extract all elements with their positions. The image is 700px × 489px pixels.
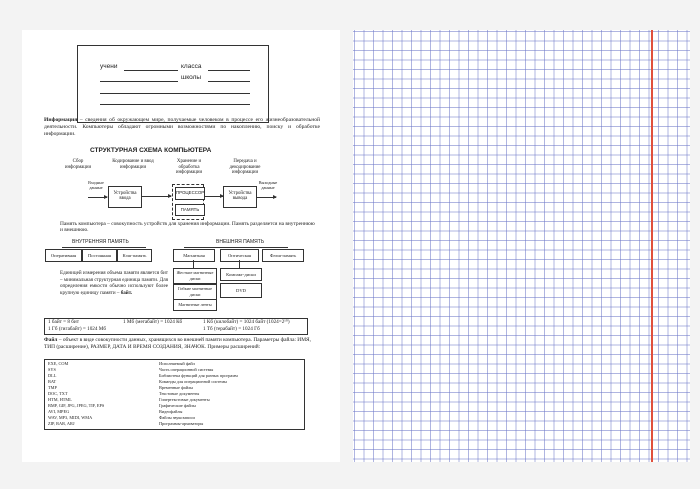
unit-paragraph — [60, 270, 168, 296]
external-item-1: Оптическая — [220, 249, 259, 262]
extension-name: HTM, HTML — [48, 397, 72, 403]
unit-3: 1 Гб (гигабайт) = 1024 Мб — [48, 326, 107, 332]
magnetic-item-2: Магнитные ленты — [173, 299, 217, 311]
extensions-table — [44, 359, 305, 430]
extension-description: Временные файлы — [159, 385, 194, 391]
file-definition: – объект в виде совокупности данных, хранящихся во внешней памяти компьютера. Параметры файла: ИМЯ, ТИП (расширение), РАЗМЕР, ДАТА И ВРЕМЯ СОЗДАНИЯ, ЗНАЧОК. Примеры расширений: — [44, 337, 311, 351]
extension-description: Библиотека функций для разных программ — [159, 373, 238, 379]
internal-item-0: Оперативная — [45, 249, 82, 262]
unit-1: 1 Мб (мегабайт) = 1024 Кб — [123, 319, 183, 325]
input-arrow — [88, 197, 107, 198]
unit-text-main: Единицей измерения объема памяти является бит – минимальная структурная единица памяти. Для определения емкости обычно используют более крупную единицу памяти – — [60, 270, 168, 296]
output-data-label: Выходные данные — [258, 180, 278, 190]
file-term: Файл — [44, 337, 58, 343]
extension-description: Видеофайлы — [159, 409, 183, 415]
extension-description: Графические файлы — [159, 403, 196, 409]
optical-item-1: DVD — [220, 283, 262, 298]
col-collect: Сбор информации — [64, 159, 92, 170]
memory-label: ПАМЯТЬ — [180, 207, 200, 212]
label-class: класса — [181, 63, 202, 70]
input-device-box — [108, 186, 142, 208]
col-output: Передача и декодирование информации — [229, 159, 261, 176]
class-line — [208, 70, 250, 71]
extension-description: Программы-архиваторы — [159, 421, 204, 427]
memory-box — [175, 204, 205, 216]
name-line-2 — [100, 104, 250, 105]
extension-name: ZIP, RAR, ARJ — [48, 421, 75, 427]
optical-branch — [239, 260, 240, 268]
col-encode: Кодирование и ввод информации — [112, 159, 154, 170]
output-device-box — [223, 186, 257, 208]
internal-connector — [62, 247, 146, 248]
external-item-2: Флэш-память — [262, 249, 304, 262]
optical-item-0: Компакт-диски — [220, 268, 262, 281]
name-form-box — [77, 45, 269, 123]
info-paragraph — [44, 117, 320, 138]
col-store: Хранение и обработка информации — [175, 159, 203, 176]
extension-description: Гипертекстовые документы — [159, 397, 210, 403]
scheme-title: СТРУКТУРНАЯ СХЕМА КОМПЬЮТЕРА — [90, 147, 212, 154]
label-student: учени — [100, 63, 118, 70]
internal-item-1: Постоянная — [82, 249, 117, 262]
extension-name: AVI, MPEG — [48, 409, 70, 415]
magnetic-branch — [193, 260, 194, 268]
extension-name: BMP, GIF, JPG, JPEG, TIF, EPS — [48, 403, 105, 409]
input-data-label: Входные данные — [88, 180, 104, 190]
unit-0: 1 байт = 8 бит — [48, 319, 79, 325]
extension-name: WAV, MP3, MIDI, WMA — [48, 415, 93, 421]
school-line-right — [208, 81, 250, 82]
extension-description: Часть операционной системы — [159, 367, 214, 373]
extension-row — [45, 421, 304, 427]
extension-name: SYS — [48, 367, 56, 373]
extension-description: Файлы звукозаписи — [159, 415, 195, 421]
arrow-to-processor — [141, 196, 171, 197]
processor-label: ПРОЦЕССОР — [176, 190, 205, 195]
extension-name: TMP — [48, 385, 57, 391]
internal-item-2: Кэш-память — [117, 249, 152, 262]
school-line-left — [100, 81, 178, 82]
extension-description: Команды для операционной системы — [159, 379, 227, 385]
info-definition: – сведения об окружающем мире, получаемые человеком в процессе его жизнеобразовательной деятельности. Компьютеры обладают огромными возможностями по накоплению, поиску и обработке информации. — [44, 117, 320, 137]
magnetic-item-0: Жесткие магнитные диски — [173, 268, 217, 284]
label-school: школы — [181, 74, 202, 81]
file-paragraph — [44, 337, 320, 351]
info-term: Информация — [44, 117, 78, 123]
extension-name: EXE, COM — [48, 361, 69, 366]
magnetic-item-1: Гибкие магнитные диски — [173, 284, 217, 300]
extension-name: BAT — [48, 379, 57, 385]
external-memory-title: ВНЕШНЯЯ ПАМЯТЬ — [216, 239, 265, 245]
unit-4: 1 Тб (терабайт) = 1024 Гб — [203, 326, 260, 332]
output-arrow — [256, 197, 276, 198]
internal-memory-title: ВНУТРЕННЯЯ ПАМЯТЬ — [72, 239, 129, 245]
units-box — [44, 318, 308, 335]
extension-name: DOC, TXT — [48, 391, 68, 397]
extensions-rows — [45, 361, 304, 428]
external-connector — [184, 247, 288, 248]
processor-box — [175, 187, 205, 200]
input-device-label: Устройства ввода — [113, 191, 137, 202]
extension-description: Текстовые документы — [159, 391, 200, 397]
grid-page — [353, 30, 690, 462]
extension-description: Исполняемый файл — [159, 361, 195, 366]
margin-line — [651, 30, 653, 462]
memory-paragraph: Память компьютера – совокупность устройств для хранения информации. Память разделяется на внутреннюю и внешнюю. — [60, 221, 315, 234]
extension-name: DLL — [48, 373, 57, 379]
arrow-to-output — [204, 196, 223, 197]
output-device-label: Устройства вывода — [228, 191, 252, 202]
unit-text-bold: байт. — [120, 289, 133, 296]
external-item-0: Магнитная — [173, 249, 215, 262]
unit-2: 1 Кб (килобайт) = 1024 байт (1024=2¹⁰) — [203, 319, 290, 325]
student-line — [124, 70, 178, 71]
name-line-1 — [100, 93, 250, 94]
